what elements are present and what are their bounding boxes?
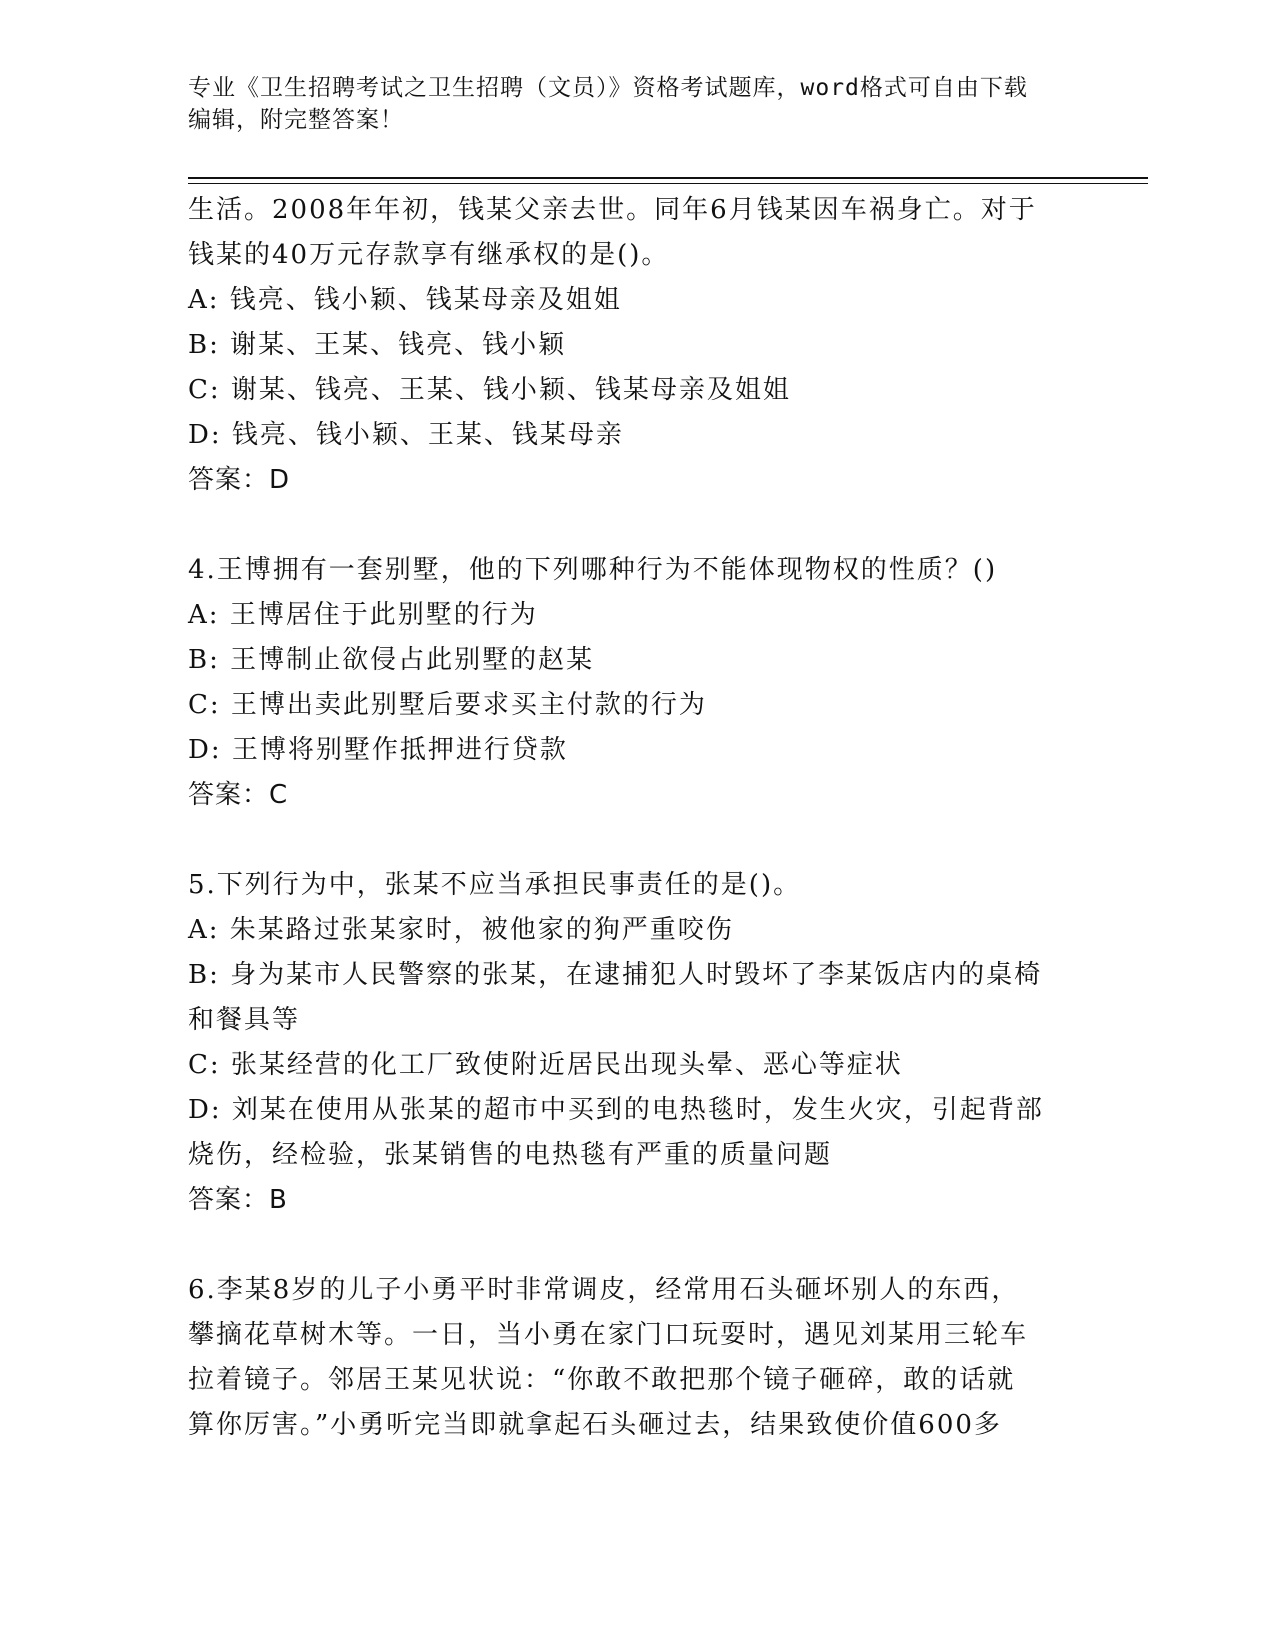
header-title-line-2: 编辑，附完整答案！ xyxy=(188,107,404,133)
option-b: B: 王博制止欲侵占此别墅的赵某 xyxy=(188,645,595,675)
question-stem-line: 6.李某8岁的儿子小勇平时非常调皮，经常用石头砸坏别人的东西， xyxy=(188,1275,1020,1305)
answer: 答案：C xyxy=(188,780,289,810)
option-b-continued: 和餐具等 xyxy=(188,1005,301,1035)
question-4 xyxy=(188,548,1088,818)
option-d: D: 刘某在使用从张某的超市中买到的电热毯时，发生火灾，引起背部 xyxy=(188,1095,1044,1125)
option-d-continued: 烧伤，经检验，张某销售的电热毯有严重的质量问题 xyxy=(188,1140,833,1170)
option-d: D: 钱亮、钱小颖、王某、钱某母亲 xyxy=(188,420,624,450)
option-c: C: 张某经营的化工厂致使附近居民出现头晕、恶心等症状 xyxy=(188,1050,903,1080)
option-a: A: 钱亮、钱小颖、钱某母亲及姐姐 xyxy=(188,285,622,315)
question-6 xyxy=(188,1268,1088,1448)
question-stem-line: 生活。2008年年初，钱某父亲去世。同年6月钱某因车祸身亡。对于 xyxy=(188,195,1037,225)
option-c: C: 王博出卖此别墅后要求买主付款的行为 xyxy=(188,690,707,720)
question-stem-line: 4.王博拥有一套别墅，他的下列哪种行为不能体现物权的性质？() xyxy=(188,555,998,585)
answer: 答案：D xyxy=(188,465,291,495)
option-c: C: 谢某、钱亮、王某、钱小颖、钱某母亲及姐姐 xyxy=(188,375,791,405)
question-stem-line: 5.下列行为中，张某不应当承担民事责任的是()。 xyxy=(188,870,802,900)
option-d: D: 王博将别墅作抵押进行贷款 xyxy=(188,735,568,765)
page-header xyxy=(188,72,1088,136)
option-a: A: 朱某路过张某家时，被他家的狗严重咬伤 xyxy=(188,915,734,945)
header-divider-thick xyxy=(188,177,1148,179)
header-divider-thin xyxy=(188,183,1148,184)
question-stem-line: 拉着镜子。邻居王某见状说：“你敢不敢把那个镜子砸碎，敢的话就 xyxy=(188,1365,1016,1395)
header-title-line-1: 专业《卫生招聘考试之卫生招聘（文员）》资格考试题库，word格式可自由下载 xyxy=(188,75,1028,101)
question-3 xyxy=(188,188,1088,503)
answer: 答案：B xyxy=(188,1185,288,1215)
question-stem-line: 算你厉害。”小勇听完当即就拿起石头砸过去，结果致使价值600多 xyxy=(188,1410,1002,1440)
option-b: B: 谢某、王某、钱亮、钱小颖 xyxy=(188,330,567,360)
option-b: B: 身为某市人民警察的张某，在逮捕犯人时毁坏了李某饭店内的桌椅 xyxy=(188,960,1043,990)
question-stem-line: 攀摘花草树木等。一日，当小勇在家门口玩耍时，遇见刘某用三轮车 xyxy=(188,1320,1029,1350)
question-stem-line: 钱某的40万元存款享有继承权的是()。 xyxy=(188,240,670,270)
question-5 xyxy=(188,863,1088,1223)
document-body xyxy=(188,188,1088,1448)
option-a: A: 王博居住于此别墅的行为 xyxy=(188,600,538,630)
